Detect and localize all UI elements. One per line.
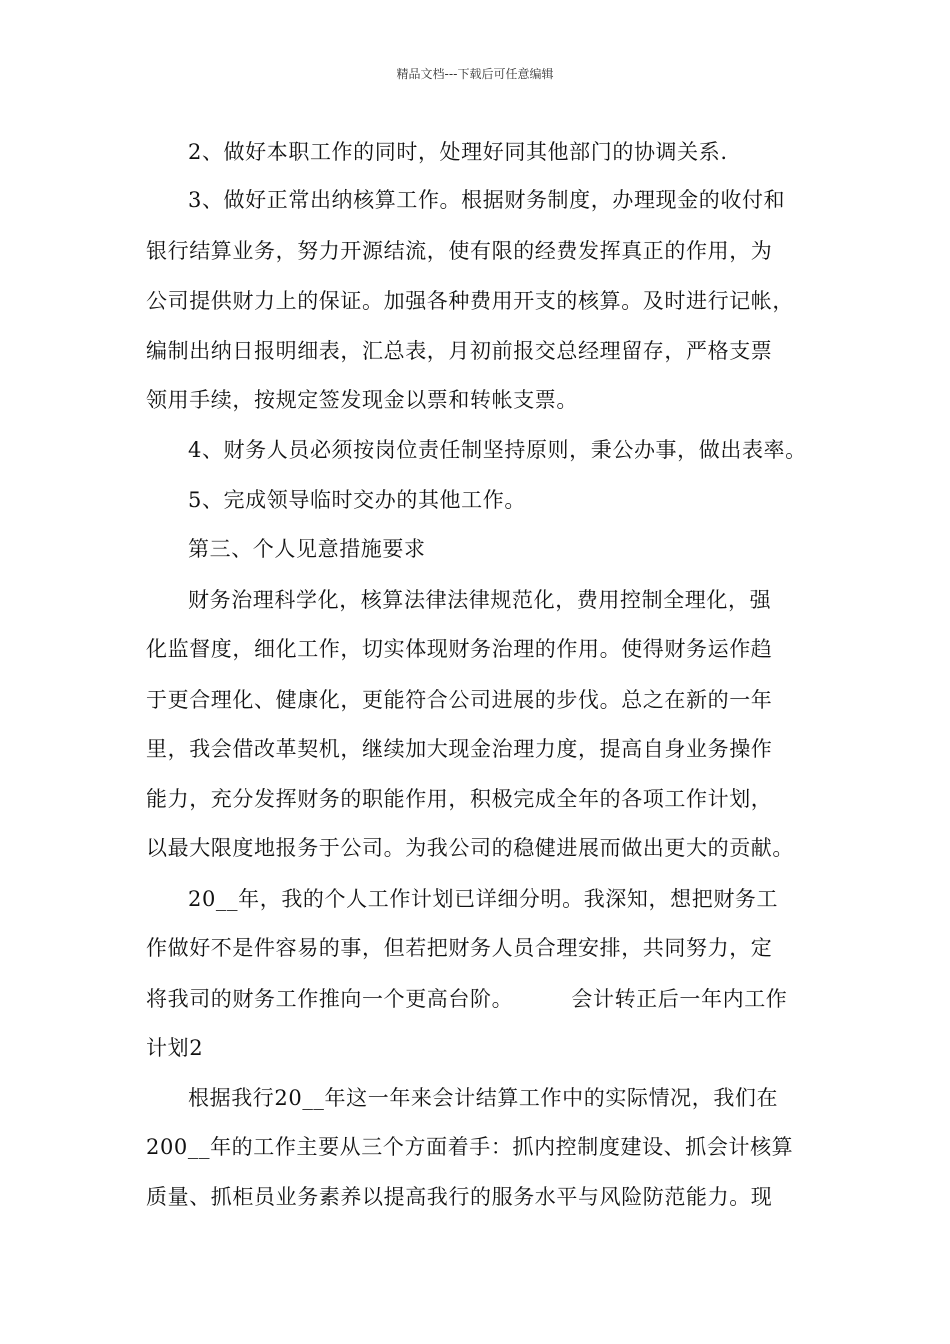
paragraph-line: 20__年，我的个人工作计划已详细分明。我深知，想把财务工 xyxy=(188,887,779,911)
paragraph-line: 4、财务人员必须按岗位责任制坚持原则，秉公办事，做出表率。 xyxy=(188,438,807,462)
section-heading: 第三、个人见意措施要求 xyxy=(188,537,426,561)
paragraph-line: 编制出纳日报明细表，汇总表，月初前报交总经理留存，严格支票 xyxy=(146,339,773,363)
paragraph-line: 根据我行20__年这一年来会计结算工作中的实际情况，我们在 xyxy=(188,1086,779,1110)
paragraph-line: 计划2 xyxy=(146,1036,204,1060)
paragraph-line: 作做好不是件容易的事，但若把财务人员合理安排，共同努力，定 xyxy=(146,936,773,960)
paragraph-line: 财务治理科学化，核算法律法律规范化，费用控制全理化，强 xyxy=(188,588,772,612)
page-header: 精品文档---下载后可任意编辑 xyxy=(396,67,554,81)
paragraph-line: 以最大限度地报务于公司。为我公司的稳健进展而做出更大的贡献。 xyxy=(146,836,794,860)
paragraph-line: 200__年的工作主要从三个方面着手：抓内控制度建设、抓会计核算 xyxy=(146,1135,794,1159)
paragraph-line: 将我司的财务工作推向一个更高台阶。 会计转正后一年内工作 xyxy=(146,987,788,1011)
paragraph-line: 于更合理化、健康化，更能符合公司进展的步伐。总之在新的一年 xyxy=(146,688,773,712)
paragraph-line: 能力，充分发挥财务的职能作用，积极完成全年的各项工作计划， xyxy=(146,787,773,811)
paragraph-line: 2、做好本职工作的同时，处理好同其他部门的协调关系. xyxy=(188,140,728,164)
paragraph-line: 5、完成领导临时交办的其他工作。 xyxy=(188,488,526,512)
paragraph-line: 化监督度，细化工作，切实体现财务治理的作用。使得财务运作趋 xyxy=(146,637,773,661)
paragraph-line: 里，我会借改革契机，继续加大现金治理力度，提高自身业务操作 xyxy=(146,737,773,761)
paragraph-line: 质量、抓柜员业务素养以提高我行的服务水平与风险防范能力。现 xyxy=(146,1185,773,1209)
paragraph-line: 领用手续，按规定签发现金以票和转帐支票。 xyxy=(146,388,578,412)
paragraph-line: 银行结算业务，努力开源结流，使有限的经费发挥真正的作用，为 xyxy=(146,239,773,263)
paragraph-line: 3、做好正常出纳核算工作。根据财务制度，办理现金的收付和 xyxy=(188,188,786,212)
paragraph-line: 公司提供财力上的保证。加强各种费用开支的核算。及时进行记帐， xyxy=(146,289,794,313)
